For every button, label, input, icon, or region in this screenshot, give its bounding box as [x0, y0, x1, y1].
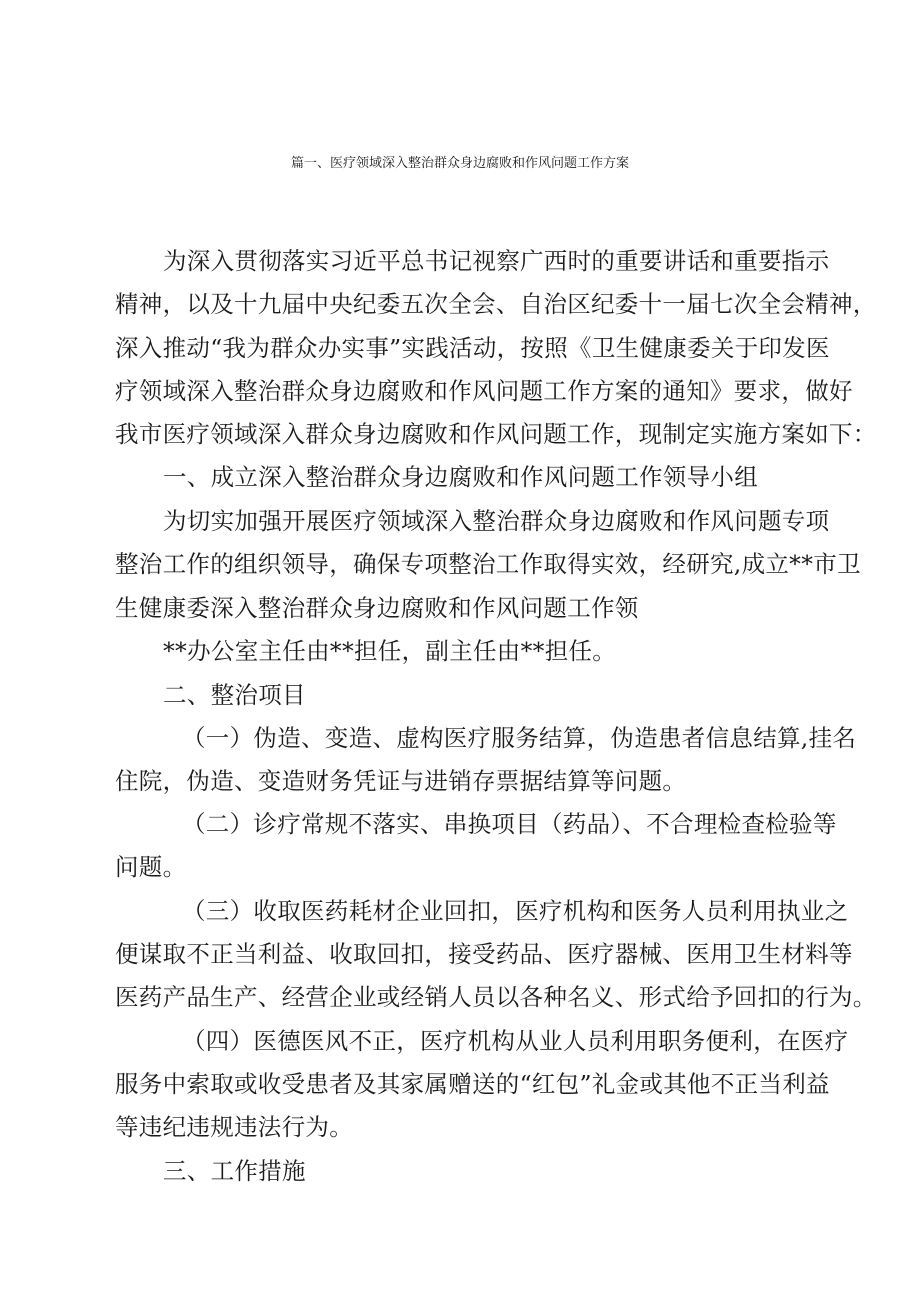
- list-item-line: （三）收取医药耗材企业回扣，医疗机构和医务人员利用执业之: [182, 897, 849, 925]
- paragraph-line: 精神，以及十九届中央纪委五次全会、自治区纪委十一届七次全会精神，: [115, 290, 877, 318]
- list-item-line: （四）医德医风不正，医疗机构从业人员利用职务便利，在医疗: [182, 1027, 849, 1055]
- list-item-line: （二）诊疗常规不落实、串换项目（药品）、不合理检查检验等: [182, 810, 837, 838]
- list-item-line: 问题。: [115, 853, 187, 881]
- section-heading: 三、工作措施: [163, 1157, 306, 1185]
- list-item-line: 住院，伪造、变造财务凭证与进销存票据结算等问题。: [115, 767, 687, 795]
- paragraph-line: **办公室主任由**担任，副主任由**担任。: [163, 637, 617, 665]
- paragraph-line: 深入推动“我为群众办实事”实践活动，按照《卫生健康委关于印发医: [115, 334, 830, 362]
- paragraph-line: 整治工作的组织领导，确保专项整治工作取得实效，经研究,成立**市卫: [115, 550, 861, 578]
- paragraph-line: 我市医疗领域深入群众身边腐败和作风问题工作，现制定实施方案如下：: [115, 420, 877, 448]
- section-heading: 二、整治项目: [163, 681, 306, 709]
- list-item-line: 服务中索取或收受患者及其家属赠送的“红包”礼金或其他不正当利益: [115, 1070, 830, 1098]
- document-title: 篇一、医疗领域深入整治群众身边腐败和作风问题工作方案: [290, 156, 629, 171]
- paragraph-line: 生健康委深入整治群众身边腐败和作风问题工作领: [115, 594, 639, 622]
- paragraph-line: 为深入贯彻落实习近平总书记视察广西时的重要讲话和重要指示: [163, 247, 830, 275]
- list-item-line: 医药产品生产、经营企业或经销人员以各种名义、形式给予回扣的行为。: [115, 983, 877, 1011]
- section-heading: 一、成立深入整治群众身边腐败和作风问题工作领导小组: [163, 463, 758, 491]
- list-item-line: 便谋取不正当利益、收取回扣，接受药品、医疗器械、医用卫生材料等: [115, 940, 853, 968]
- list-item-line: 等违纪违规违法行为。: [115, 1113, 353, 1141]
- list-item-line: （一）伪造、变造、虚构医疗服务结算，伪造患者信息结算,挂名: [182, 724, 857, 752]
- paragraph-line: 为切实加强开展医疗领域深入整治群众身边腐败和作风问题专项: [163, 507, 830, 535]
- paragraph-line: 疗领域深入整治群众身边腐败和作风问题工作方案的通知》要求，做好: [115, 377, 853, 405]
